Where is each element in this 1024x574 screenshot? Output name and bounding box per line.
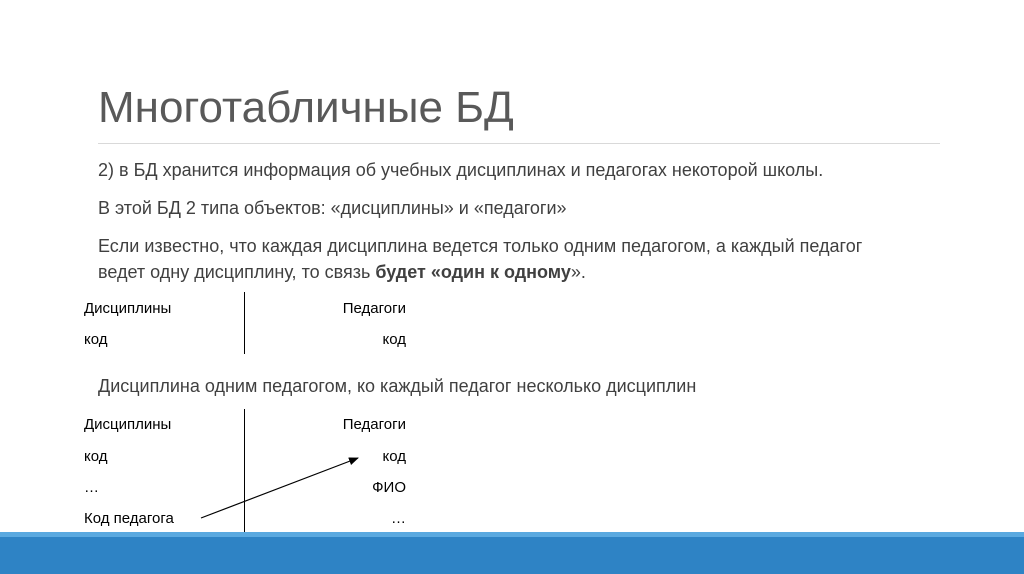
table2-left-field-3: Код педагога xyxy=(84,510,174,527)
table2-right-field-3: … xyxy=(391,510,406,527)
footer-bar xyxy=(0,532,1024,574)
table2-right-header: Педагоги xyxy=(342,416,406,433)
table1-right-field: код xyxy=(382,331,406,348)
paragraph-3-end: ». xyxy=(570,262,586,282)
paragraph-3-line-1: Если известно, что каждая дисциплина ведется только одним педагогом, а каждый педагог xyxy=(98,236,863,256)
paragraph-1: 2) в БД хранится информация об учебных дисциплинах и педагогах некоторой школы. xyxy=(98,160,824,180)
slide-title: Многотабличные БД xyxy=(98,83,514,132)
paragraph-2: В этой БД 2 типа объектов: «дисциплины» и «педагоги» xyxy=(98,198,567,218)
table2-left-header: Дисциплины xyxy=(84,416,172,433)
footer-stripe xyxy=(0,532,1024,537)
table1-left-header: Дисциплины xyxy=(84,300,172,317)
paragraph-3-text: ведет одну дисциплину, то связь xyxy=(98,262,376,282)
table1-right-header: Педагоги xyxy=(342,300,406,317)
table2-right-field-1: код xyxy=(382,448,406,465)
table2-right-field-2: ФИО xyxy=(372,479,406,496)
table1-left-field: код xyxy=(84,331,108,348)
table2-left-field-2: … xyxy=(84,479,99,496)
paragraph-4: Дисциплина одним педагогом, ко каждый педагог несколько дисциплин xyxy=(98,376,697,396)
paragraph-3-bold: будет «один к одному xyxy=(375,262,571,282)
table2-left-field-1: код xyxy=(84,448,108,465)
